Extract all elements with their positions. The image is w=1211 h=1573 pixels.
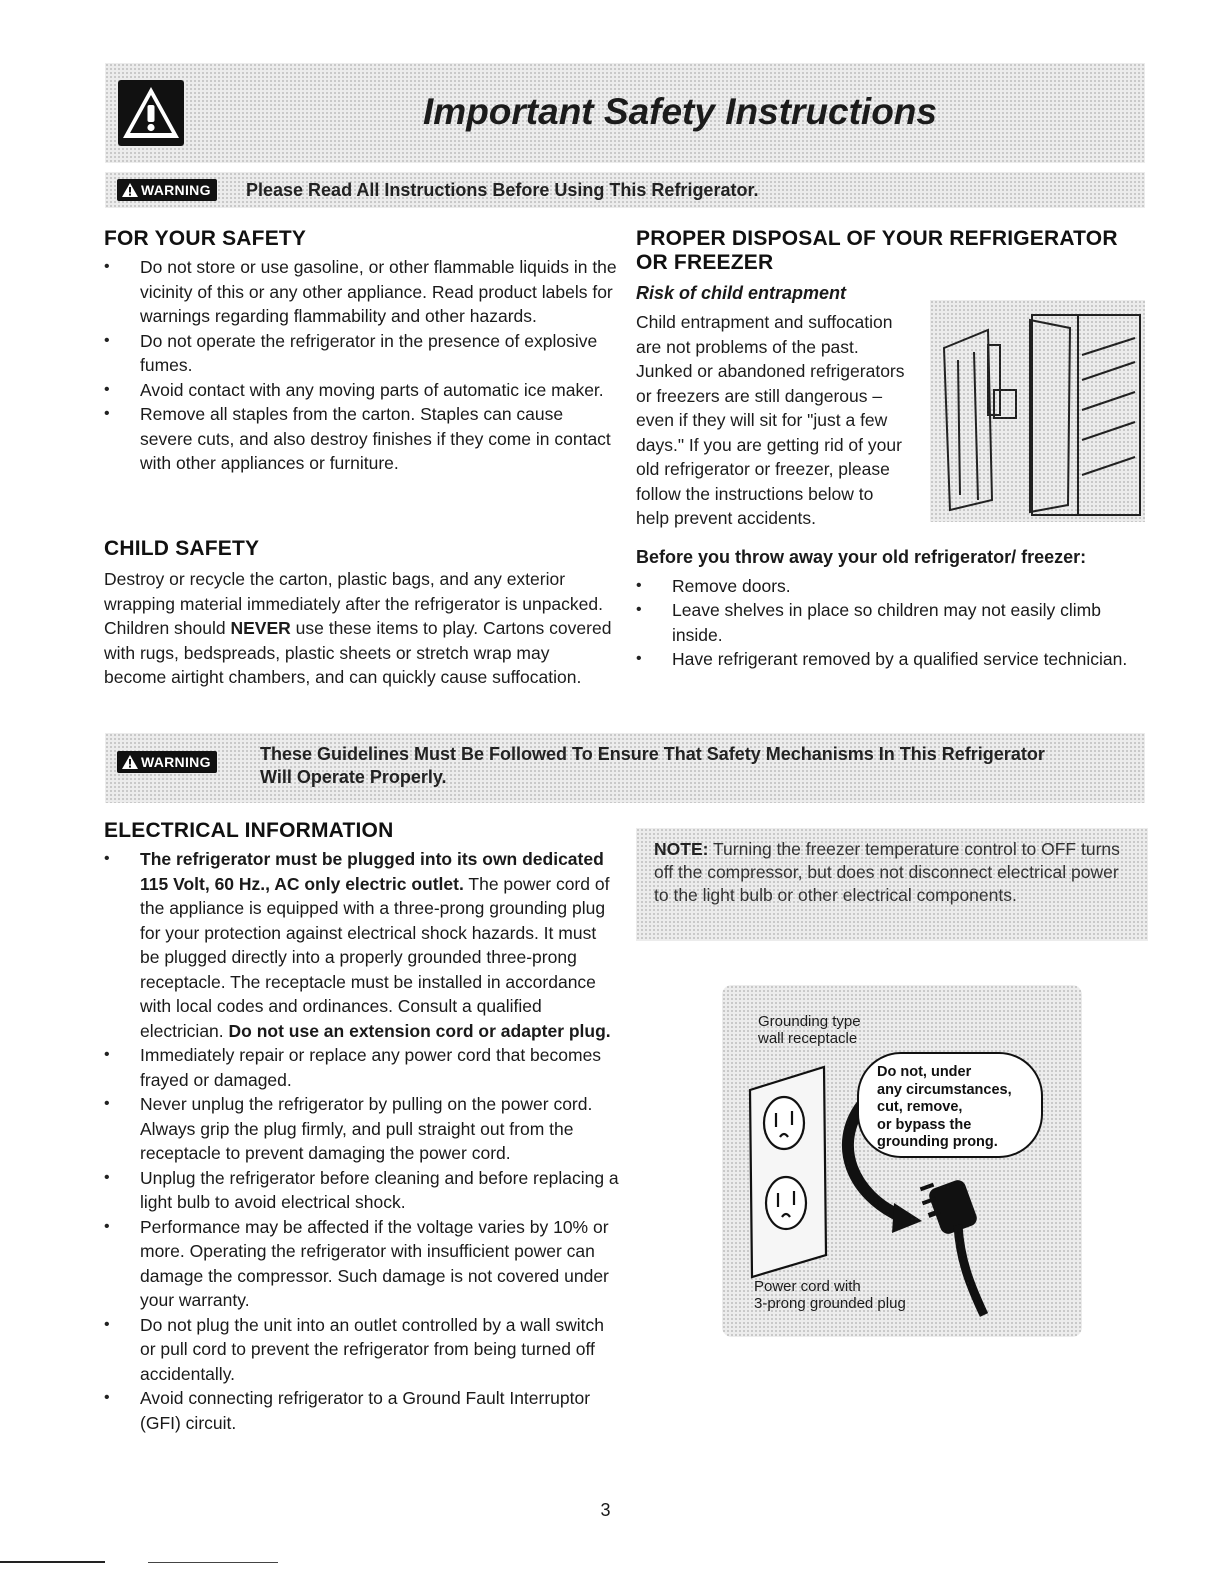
list-item: • Do not store or use gasoline, or other flammable liquids in the vicinity of this or any other appliance. Read product labels for warnings regarding flammability and other hazards. [104,255,619,329]
before-throw-away-heading: Before you throw away your old refrigerator/ freezer: [636,546,1087,567]
electrical-heading: ELECTRICAL INFORMATION [104,819,394,842]
disposal-subheading: Risk of child entrapment [636,283,847,303]
electrical-list [104,847,619,1435]
for-your-safety-list [104,255,619,476]
disposal-heading-line2: OR FREEZER [636,251,774,274]
plug-label [754,1278,906,1312]
receptacle-label-line: Grounding type [758,1013,861,1030]
no-extension-cord-warning: Do not use an extension cord or adapter plug. [228,1020,611,1041]
for-your-safety-section [104,227,619,476]
callout-line: grounding prong. [877,1134,998,1150]
callout-line: or bypass the [877,1116,972,1133]
warning-triangle-icon [121,182,139,198]
disposal-line: Junked or abandoned refrigerators [636,361,905,381]
disposal-line: even if they will sit for "just a few [636,410,888,430]
receptacle-label-line: wall receptacle [758,1030,858,1047]
middle-warning-text [260,743,1045,789]
footer-rule [0,1561,105,1563]
warning-badge [117,179,217,201]
dedicated-outlet-requirement: The refrigerator must be plugged into its own dedicated 115 Volt, 60 Hz., AC only electric outlet. [140,849,604,894]
refrigerator-icon [930,300,1145,522]
disposal-list [636,574,1151,672]
note-label: NOTE: [654,839,709,859]
list-item: • Remove all staples from the carton. Staples can cause severe cuts, and also destroy finishes if they come in contact with other appliances or furniture. [104,402,619,476]
callout-line: Do not, under [877,1064,972,1080]
middle-warning-line: These Guidelines Must Be Followed To Ensure That Safety Mechanisms In This Refrigerator [260,744,1045,764]
list-item: • Do not operate the refrigerator in the presence of explosive fumes. [104,329,619,378]
page-title: Important Safety Instructions [423,91,937,132]
disposal-text [636,310,926,531]
disposal-heading: PROPER DISPOSAL OF YOUR REFRIGERATOR [636,227,1118,250]
disposal-line: follow the instructions below to [636,483,874,504]
footer-rule [148,1562,278,1563]
plug-label-line: Power cord with [754,1278,861,1295]
middle-warning-line: Will Operate Properly. [260,767,447,787]
grounding-prong-callout [857,1052,1043,1158]
child-safety-section [104,537,616,690]
list-item: • Have refrigerant removed by a qualified service technician. [636,647,1151,672]
child-safety-text-part: Destroy or recycle the carton, plastic bags, and any exterior wrapping material immediately after the refrigerator is unpacked. Children should [104,569,603,638]
disposal-line: days." If you are getting rid of your [636,434,902,455]
title-banner [105,63,1145,163]
disposal-line: are not problems of the past. [636,336,859,357]
callout-line: cut, remove, [877,1099,963,1115]
disposal-line: Child entrapment and suffocation [636,312,893,332]
plug-label-line: 3-prong grounded plug [754,1295,906,1312]
list-item: • Do not plug the unit into an outlet controlled by a wall switch or pull cord to prevent the refrigerator from being turned off accidentally. [104,1313,619,1387]
top-warning-text: Please Read All Instructions Before Using This Refrigerator. [246,180,759,200]
disposal-line: old refrigerator or freezer, please [636,459,890,479]
list-item: • Avoid contact with any moving parts of automatic ice maker. [104,378,619,403]
warning-badge-label: WARNING [141,182,211,198]
warning-triangle-icon [121,754,139,770]
list-item: • Never unplug the refrigerator by pulling on the power cord. Always grip the plug firmly, and pull straight out from the receptacle to prevent damaging the power cord. [104,1092,619,1166]
list-item: • Immediately repair or replace any power cord that becomes frayed or damaged. [104,1043,619,1092]
child-safety-text-part: use these items to play. Cartons covered with rugs, bedspreads, plastic sheets or stretch wrap may become airtight chambers, and can quickly cause suffocation. [104,618,612,687]
refrigerator-illustration [930,300,1145,522]
list-item: • Remove doors. [636,574,1151,599]
list-item [104,847,619,1043]
page-number: 3 [600,1500,611,1520]
list-item: • Leave shelves in place so children may not easily climb inside. [636,598,1151,647]
note-box [636,828,1148,941]
warning-badge-label: WARNING [141,754,211,770]
list-item: • Avoid connecting refrigerator to a Ground Fault Interruptor (GFI) circuit. [104,1386,619,1435]
grounded-outlet-illustration [722,985,1082,1337]
disposal-line: or freezers are still dangerous – [636,385,883,406]
child-safety-heading: CHILD SAFETY [104,537,260,560]
grounding-plug-text: The power cord of the appliance is equipped with a three-prong grounding plug for your protection against electrical shock hazards. It must be plugged directly into a properly grounded three-prong receptacle. The receptacle must be installed in accordance with local codes and ordinances. Consult a qualified electrician. [140,873,610,1041]
child-safety-text [104,567,616,690]
list-item: • Unplug the refrigerator before cleaning and before replacing a light bulb to avoid electrical shock. [104,1166,619,1215]
callout-line: any circumstances, [877,1081,1012,1098]
warning-badge [117,751,217,773]
disposal-line: help prevent accidents. [636,508,816,528]
child-safety-never: NEVER [230,618,291,638]
middle-warning-banner [105,733,1145,803]
for-your-safety-heading: FOR YOUR SAFETY [104,227,307,250]
electrical-section [104,819,619,1435]
top-warning-banner [105,172,1145,208]
list-item: • Performance may be affected if the voltage varies by 10% or more. Operating the refrigerator with insufficient power can damage the compressor. Such damage is not covered under your warranty. [104,1215,619,1313]
note-text: Turning the freezer temperature control to OFF turns off the compressor, but does not disconnect electrical power to the light bulb or other electrical components. [654,839,1120,905]
